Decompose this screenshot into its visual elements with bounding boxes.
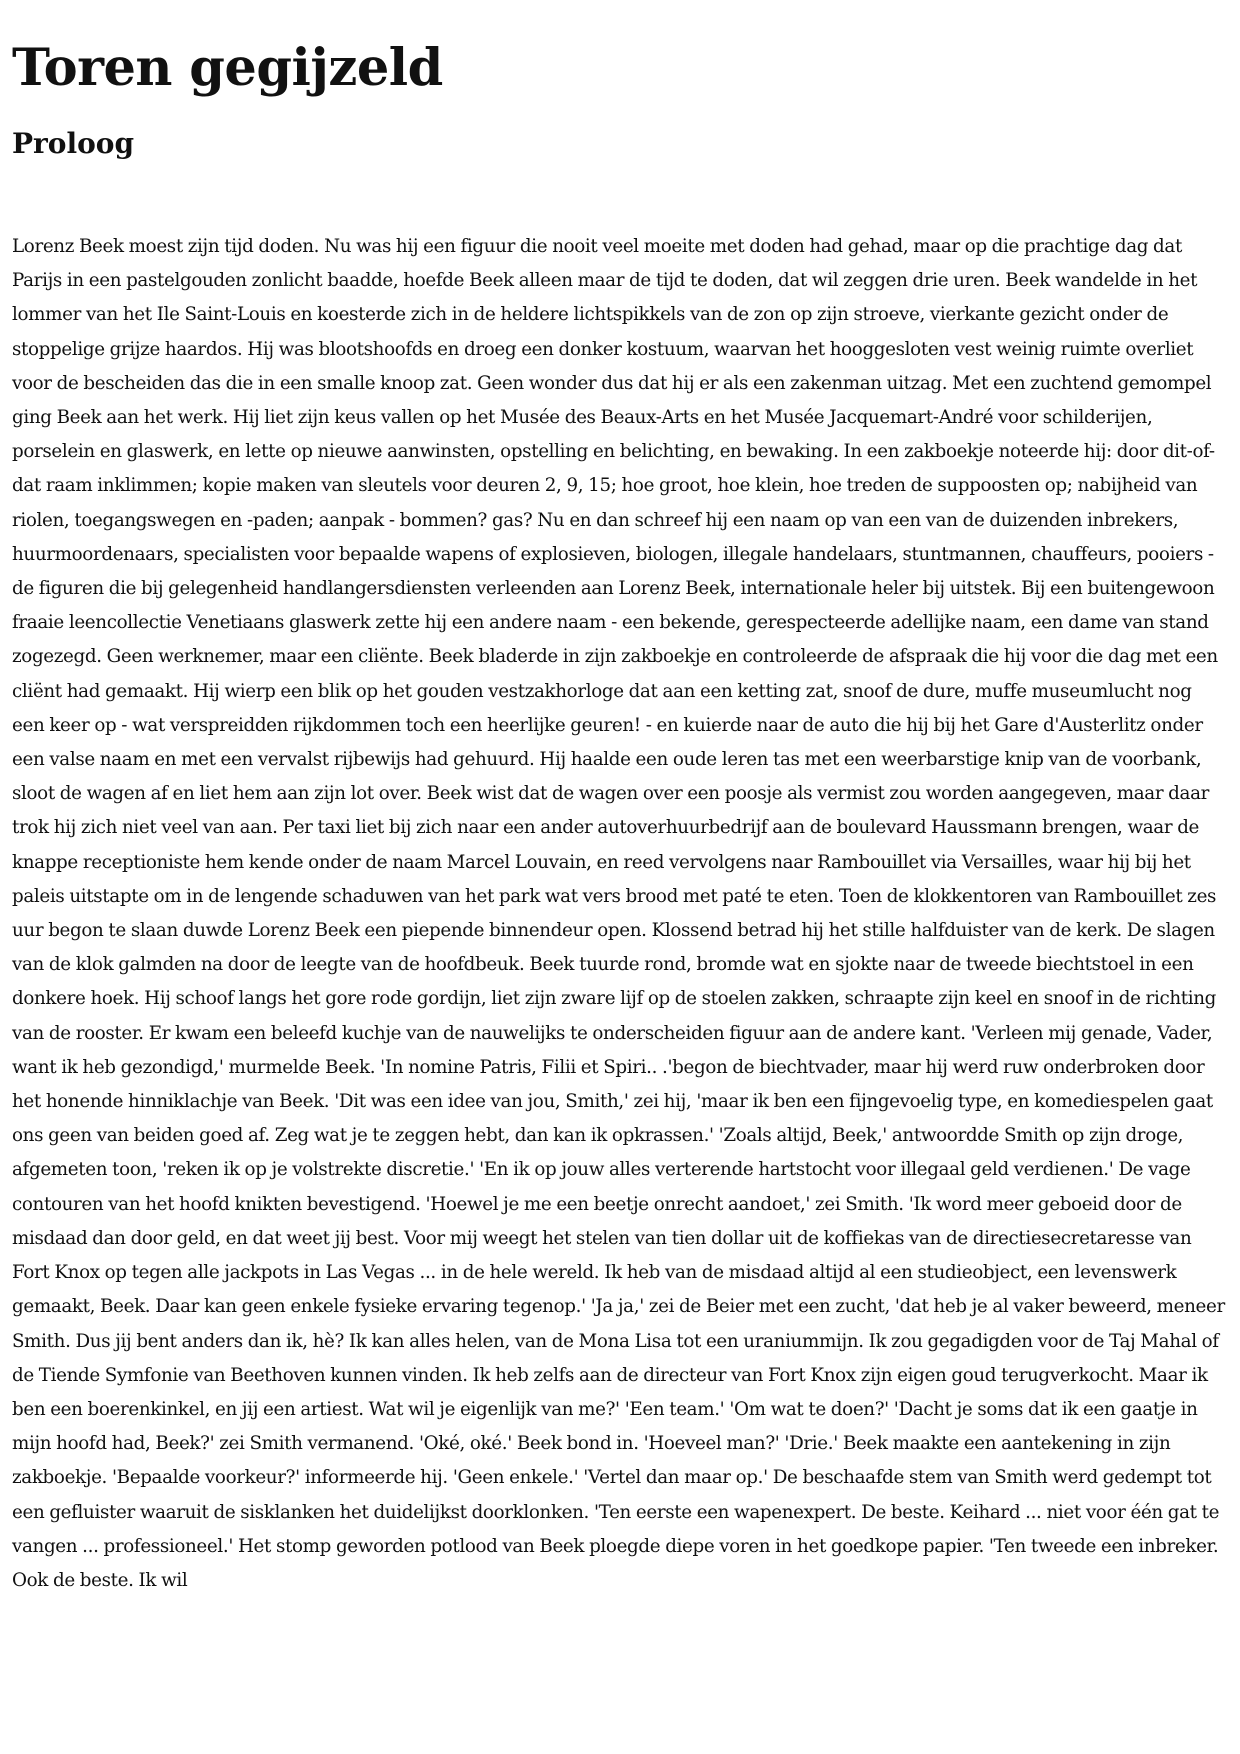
document-title: Toren gegijzeld xyxy=(12,38,443,98)
chapter-heading: Proloog xyxy=(12,127,135,160)
body-paragraph: Lorenz Beek moest zijn tijd doden. Nu was hij een figuur die nooit veel moeite met doden had gehad, maar op die prachtige dag dat Parijs in een pastelgouden zonlicht baadde, hoefde Beek alleen maar de tijd te doden, dat wil zeggen drie uren. Beek wandelde in het lommer van het Ile Saint-Louis en koesterde zich in de heldere lichtspikkels van de zon op zijn stroeve, vierkante gezicht onder de stoppelige grijze haardos. Hij was blootshoofds en droeg een donker kostuum, waarvan het hooggesloten vest weinig ruimte overliet voor de bescheiden das die in een smalle knoop zat. Geen wonder dus dat hij er als een zakenman uitzag. Met een zuchtend gemompel ging Beek aan het werk. Hij liet zijn keus vallen op het Musée des Beaux-Arts en het Musée Jacquemart-André voor schilderijen, porselein en glaswerk, en lette op nieuwe aanwinsten, opstelling en belichting, en bewaking. In een zakboekje noteerde hij: door dit-of-dat raam inklimmen; kopie maken van sleutels voor deuren 2, 9, 15; hoe groot, hoe klein, hoe treden de suppoosten op; nabijheid van riolen, toegangswegen en -paden; aanpak - bommen? gas? Nu en dan schreef hij een naam op van een van de duizenden inbrekers, huurmoordenaars, specialisten voor bepaalde wapens of explosieven, biologen, illegale handelaars, stuntmannen, chauffeurs, pooiers - de figuren die bij gelegenheid handlangersdiensten verleenden aan Lorenz Beek, internationale heler bij uitstek. Bij een buitengewoon fraaie leencollectie Venetiaans glaswerk zette hij een andere naam - een bekende, gerespecteerde adellijke naam, een dame van stand zogezegd. Geen werknemer, maar een cliënte. Beek bladerde in zijn zakboekje en controleerde de afspraak die hij voor die dag met een cliënt had gemaakt. Hij wierp een blik op het gouden vestzakhorloge dat aan een ketting zat, snoof de dure, muffe museumlucht nog een keer op - wat verspreidden rijkdommen toch een heerlijke geuren! - en kuierde naar de auto die hij bij het Gare d'Austerlitz onder een valse naam en met een vervalst rijbewijs had gehuurd. Hij haalde een oude leren tas met een weerbarstige knip van de voorbank, sloot de wagen af en liet hem aan zijn lot over. Beek wist dat de wagen over een poosje als vermist zou worden aangegeven, maar daar trok hij zich niet veel van aan. Per taxi liet bij zich naar een ander autoverhuurbedrijf aan de boulevard Haussmann brengen, waar de knappe receptioniste hem kende onder de naam Marcel Louvain, en reed vervolgens naar Rambouillet via Versailles, waar hij bij het paleis uitstapte om in de lengende schaduwen van het park wat vers brood met paté te eten. Toen de klokkentoren van Rambouillet zes uur begon te slaan duwde Lorenz Beek een piepende binnendeur open. Klossend betrad hij het stille halfduister van de kerk. De slagen van de klok galmden na door de leegte van de hoofdbeuk. Beek tuurde rond, bromde wat en sjokte naar de tweede biechtstoel in een donkere hoek. Hij schoof langs het gore rode gordijn, liet zijn zware lijf op de stoelen zakken, schraapte zijn keel en snoof in de richting van de rooster. Er kwam een beleefd kuchje van de nauwelijks te onderscheiden figuur aan de andere kant. 'Verleen mij genade, Vader, want ik heb gezondigd,' murmelde Beek. 'In nomine Patris, Filii et Spiri.. .'begon de biechtvader, maar hij werd ruw onderbroken door het honende hinniklachje van Beek. 'Dit was een idee van jou, Smith,' zei hij, 'maar ik ben een fijngevoelig type, en komediespelen gaat ons geen van beiden goed af. Zeg wat je te zeggen hebt, dan kan ik opkrassen.' 'Zoals altijd, Beek,' antwoordde Smith op zijn droge, afgemeten toon, 'reken ik op je volstrekte discretie.' 'En ik op jouw alles verterende hartstocht voor illegaal geld verdienen.' De vage contouren van het hoofd knikten bevestigend. 'Hoewel je me een beetje onrecht aandoet,' zei Smith. 'Ik word meer geboeid door de misdaad dan door geld, en dat weet jij best. Voor mij weegt het stelen van tien dollar uit de koffiekas van de directiesecretaresse van Fort Knox op tegen alle jackpots in Las Vegas ... in de hele wereld. Ik heb van de misdaad altijd al een studieobject, een levenswerk gemaakt, Beek. Daar kan geen enkele fysieke ervaring tegenop.' 'Ja ja,' zei de Beier met een zucht, 'dat heb je al vaker beweerd, meneer Smith. Dus jij bent anders dan ik, hè? Ik kan alles helen, van de Mona Lisa tot een uraniummijn. Ik zou gegadigden voor de Taj Mahal of de Tiende Symfonie van Beethoven kunnen vinden. Ik heb zelfs aan de directeur van Fort Knox zijn eigen goud terugverkocht. Maar ik ben een boerenkinkel, en jij een artiest. Wat wil je eigenlijk van me?' 'Een team.' 'Om wat te doen?' 'Dacht je soms dat ik een gaatje in mijn hoofd had, Beek?' zei Smith vermanend. 'Oké, oké.' Beek bond in. 'Hoeveel man?' 'Drie.' Beek maakte een aantekening in zijn zakboekje. 'Bepaalde voorkeur?' informeerde hij. 'Geen enkele.' 'Vertel dan maar op.' De beschaafde stem van Smith werd gedempt tot een gefluister waaruit de sisklanken het duidelijkst doorklonken. 'Ten eerste een wapenexpert. De beste. Keihard ... niet voor één gat te vangen ... professioneel.' Het stomp geworden potlood van Beek ploegde diepe voren in het goedkope papier. 'Ten tweede een inbreker. Ook de beste. Ik wil xyxy=(12,236,1225,1591)
